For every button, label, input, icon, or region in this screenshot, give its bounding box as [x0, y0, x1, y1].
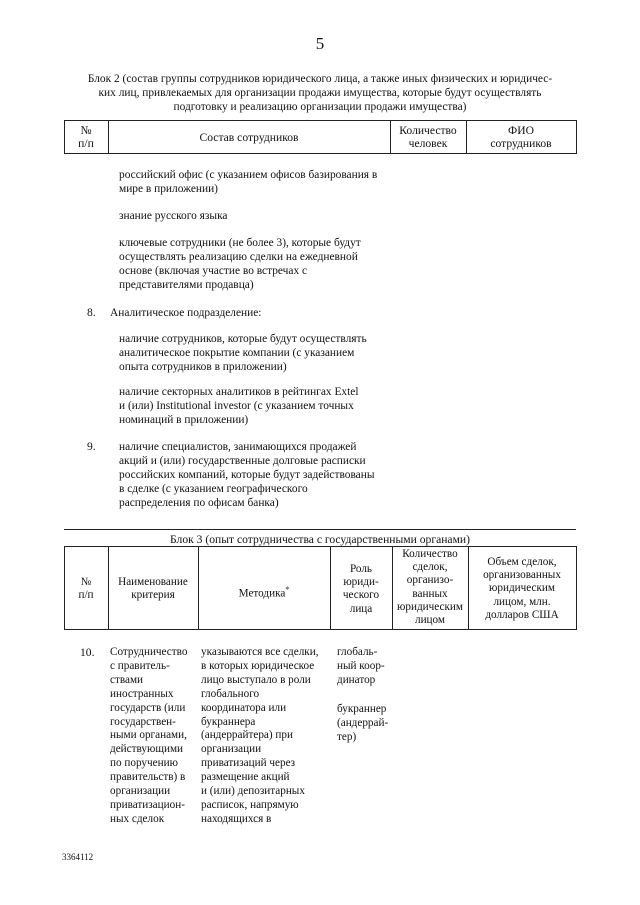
- b3-header-deals: Количество сделок, организо- ванных юридическим лицом: [397, 548, 463, 627]
- b3-header-method: [198, 583, 330, 601]
- header-fio: ФИО сотрудников: [490, 124, 552, 150]
- row-10-role-bookrunner: букраннер (андеррай- тер): [337, 703, 389, 743]
- block2-title: Блок 2 (состав группы сотрудников юридического лица, а также иных физических и юридичес- ких лиц, привлекаемых для организации продажи имущества, которые будут осуществлять подготовку и реализацию организации продажи имущества): [87, 73, 553, 113]
- paragraph-key-staff: ключевые сотрудники (не более 3), которые будут осуществлять реализацию сделки на ежедневной основе (включая участие во встречах с представителями продавца): [119, 237, 361, 291]
- block3-title: Блок 3 (опыт сотрудничества с государственными органами): [170, 533, 470, 546]
- row-10-method: указываются все сделки, в которых юридическое лицо выступало в роли глобального координатора или букраннера (андеррайтера) при организации приватизаций через размещение акций и (или) депозитарных расписок, напрямую находящихся в: [201, 646, 319, 825]
- page-number: 5: [315, 34, 325, 53]
- paragraph-sales-specialists: наличие специалистов, занимающихся продажей акций и (или) государственные долговые расписки российских компаний, которые будут задействованы в сделке (с указанием географического распределения по офисам банка): [119, 441, 375, 509]
- item-8-label: Аналитическое подразделение:: [110, 307, 262, 319]
- paragraph-analytic-coverage: наличие сотрудников, которые будут осуществлять аналитическое покрытие компании (с указанием опыта сотрудников в приложении): [119, 333, 367, 373]
- b3-header-criterion: Наименование критерия: [118, 576, 188, 602]
- row-10-role-global: глобаль- ный коор- динатор: [337, 646, 385, 686]
- header-count: Количество человек: [399, 124, 457, 150]
- row-10-criterion: Сотрудничество с правитель- ствами иностранных государств (или государствен- ными органами, действующими по поручению правительств) в организации приватизацион- ных сделок: [110, 646, 188, 825]
- b3-header-method-label: Методика: [238, 587, 286, 600]
- item-9-number: 9.: [87, 440, 96, 453]
- paragraph-sector-analysts: наличие секторных аналитиков в рейтингах Extel и (или) Institutional investor (с указанием точных номинаций в приложении): [119, 386, 359, 426]
- paragraph-russian-office: российский офис (с указанием офисов базирования в мире в приложении): [119, 169, 378, 195]
- b3-header-role: Роль юриди- ческого лица: [342, 563, 380, 615]
- paragraph-russian-language: знание русского языка: [119, 210, 228, 222]
- b3-header-volume: Объем сделок, организованных юридическим лицом, млн. долларов США: [483, 556, 561, 621]
- footnote-mark: *: [285, 585, 290, 594]
- item-8-number: 8.: [87, 306, 96, 319]
- row-10-number: 10.: [80, 646, 95, 659]
- header-staff: Состав сотрудников: [199, 131, 299, 144]
- document-id: 3364112: [62, 852, 94, 862]
- b3-header-num: № п/п: [78, 576, 94, 602]
- header-num: № п/п: [78, 124, 94, 150]
